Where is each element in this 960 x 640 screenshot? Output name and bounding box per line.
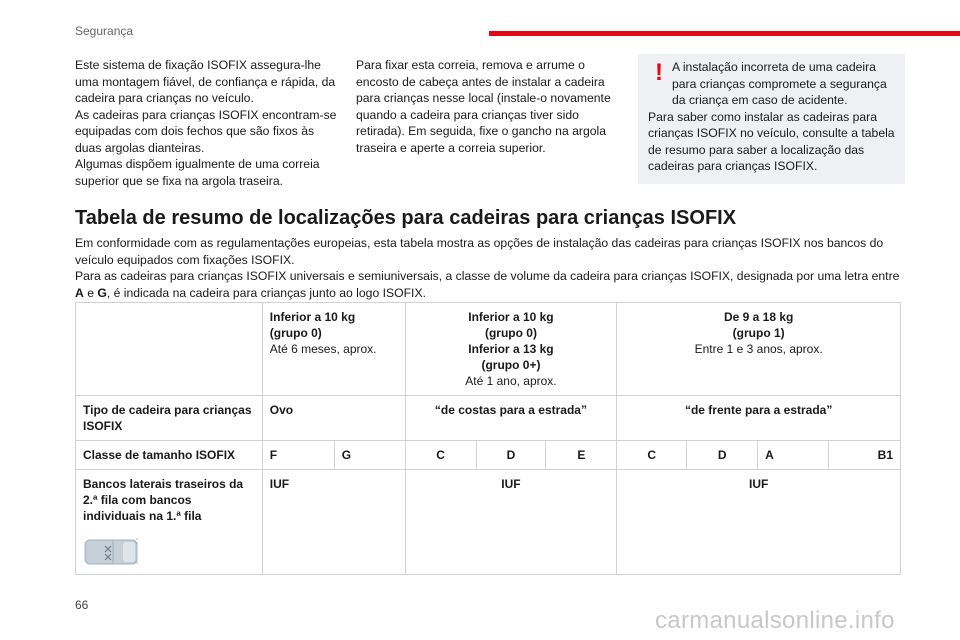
row-label: Tipo de cadeira para crianças ISOFIX bbox=[76, 396, 263, 441]
table-cell: “de frente para a estrada” bbox=[617, 396, 901, 441]
size-cell: C bbox=[405, 441, 476, 470]
table-row bbox=[76, 396, 901, 441]
table-cell bbox=[76, 303, 263, 396]
header-accent-bar bbox=[489, 31, 960, 36]
section-title: Tabela de resumo de localizações para cadeiras para crianças ISOFIX bbox=[75, 207, 737, 229]
isofix-summary-table bbox=[75, 302, 901, 575]
table-cell: IUF bbox=[405, 470, 617, 575]
warning-box bbox=[638, 54, 905, 184]
group-header-cell: Inferior a 10 kg (grupo 0) Inferior a 13 kg (grupo 0+) Até 1 ano, aprox. bbox=[405, 303, 617, 396]
size-cell: D bbox=[687, 441, 758, 470]
size-cell: C bbox=[617, 441, 687, 470]
table-introduction bbox=[75, 235, 905, 301]
table-cell: IUF bbox=[617, 470, 901, 575]
table-row bbox=[76, 470, 901, 575]
intro-column-1 bbox=[75, 57, 340, 189]
watermark: carmanualsonline.info bbox=[655, 607, 895, 634]
warning-text: Para saber como instalar as cadeiras para crianças ISOFIX no veículo, consulte a tabela de resumo para saber a localização das cadeiras para crianças ISOFIX. bbox=[648, 109, 895, 173]
size-cell: F bbox=[262, 441, 334, 470]
table-cell: Ovo bbox=[262, 396, 405, 441]
section-label: Segurança bbox=[75, 24, 134, 38]
table-cell: “de costas para a estrada” bbox=[405, 396, 617, 441]
paragraph: Algumas dispõem igualmente de uma correia superior que se fixa na argola traseira. bbox=[75, 157, 320, 188]
page-number: 66 bbox=[75, 598, 89, 612]
size-cell: G bbox=[334, 441, 405, 470]
paragraph: As cadeiras para crianças ISOFIX encontram-se equipadas com dois fechos que são fixos às duas argolas dianteiras. bbox=[75, 107, 337, 155]
warning-icon: ! bbox=[655, 59, 663, 86]
intro-column-2 bbox=[356, 57, 616, 156]
table-cell: IUF bbox=[262, 470, 405, 575]
table-row bbox=[76, 441, 901, 470]
size-cell: E bbox=[546, 441, 617, 470]
size-cell: D bbox=[476, 441, 546, 470]
size-cell: A bbox=[758, 441, 829, 470]
row-label: Bancos laterais traseiros da 2.ª fila com bancos individuais na 1.ª fila bbox=[76, 470, 263, 575]
paragraph: Este sistema de fixação ISOFIX assegura-lhe uma montagem fiável, de confiança e rápida, da cadeira para crianças no veículo. bbox=[75, 58, 336, 105]
group-header-cell: Inferior a 10 kg (grupo 0) Até 6 meses, aprox. bbox=[262, 303, 405, 396]
row-label: Classe de tamanho ISOFIX bbox=[76, 441, 263, 470]
size-cell: B1 bbox=[829, 441, 901, 470]
van-seat-diagram-icon bbox=[83, 536, 139, 568]
group-header-cell: De 9 a 18 kg (grupo 1) Entre 1 e 3 anos, aprox. bbox=[617, 303, 901, 396]
paragraph: Para as cadeiras para crianças ISOFIX universais e semiuniversais, a classe de volume da cadeira para crianças ISOFIX, designada por uma letra entre A e G, é indicada na cadeira para crianças junto ao logo ISOFIX. bbox=[75, 269, 900, 300]
warning-text: A instalação incorreta de uma cadeira para crianças compromete a segurança da criança em caso de acidente. bbox=[672, 60, 887, 107]
table-row bbox=[76, 303, 901, 396]
paragraph: Para fixar esta correia, remova e arrume o encosto de cabeça antes de instalar a cadeira para crianças nesse local (instale-o novamente quando a cadeira para crianças tiver sido retirada). Em seguida, fixe o gancho na argola traseira e aperte a correia superior. bbox=[356, 58, 611, 155]
paragraph: Em conformidade com as regulamentações europeias, esta tabela mostra as opções de instalação das cadeiras para crianças ISOFIX nos bancos do veículo equipados com fixações ISOFIX. bbox=[75, 236, 884, 267]
